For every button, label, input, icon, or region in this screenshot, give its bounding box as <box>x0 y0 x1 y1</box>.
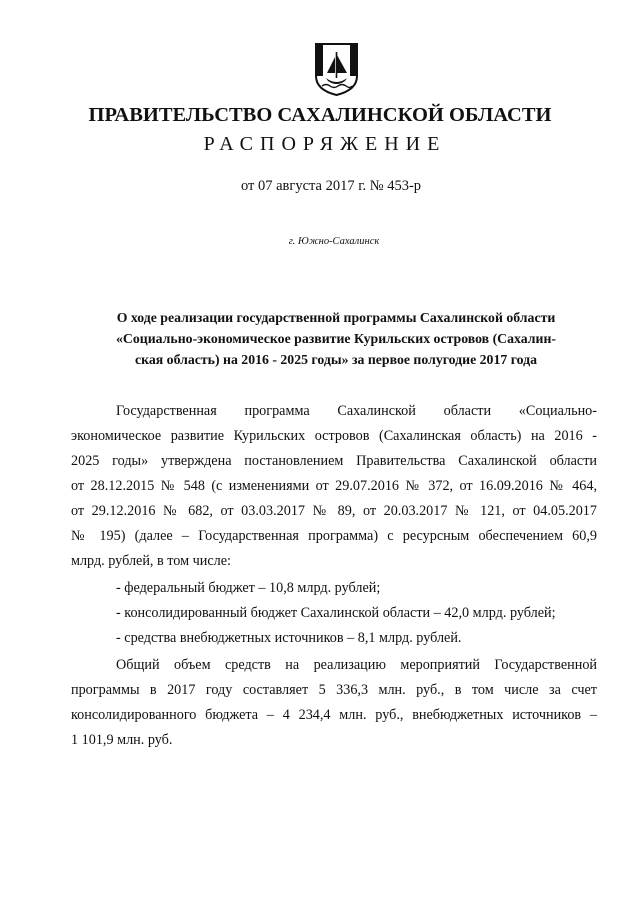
document-type: РАСПОРЯЖЕНИЕ <box>203 133 447 155</box>
paragraph-line: консолидированного бюджета – 4 234,4 млн. руб., внебюджетных источников – <box>71 707 597 723</box>
sakhalin-coat-of-arms-icon <box>314 42 359 96</box>
paragraph-line: № 195) (далее – Государственная программа) с ресурсным обеспечением 60,9 <box>71 528 597 544</box>
paragraph-line: 2025 годы» утверждена постановлением Правительства Сахалинской области <box>71 453 597 469</box>
list-item: - средства внебюджетных источников – 8,1 млрд. рублей. <box>116 630 462 646</box>
subject-line: О ходе реализации государственной программы Сахалинской области <box>116 310 556 325</box>
government-title: ПРАВИТЕЛЬСТВО САХАЛИНСКОЙ ОБЛАСТИ <box>88 104 552 126</box>
paragraph-funding-2017 <box>71 653 597 753</box>
paragraph-program-approval <box>71 399 597 574</box>
list-item: - консолидированный бюджет Сахалинской области – 42,0 млрд. рублей; <box>116 605 556 621</box>
paragraph-line: от 29.12.2016 № 682, от 03.03.2017 № 89, от 20.03.2017 № 121, от 04.05.2017 <box>71 503 597 519</box>
list-item: - федеральный бюджет – 10,8 млрд. рублей; <box>116 580 381 596</box>
subject-line: «Социально-экономическое развитие Курильских островов (Сахалин- <box>116 331 556 346</box>
paragraph-line: экономическое развитие Курильских островов (Сахалинская область) на 2016 - <box>71 428 597 444</box>
subject-line: ская область) на 2016 - 2025 годы» за первое полугодие 2017 года <box>135 352 537 367</box>
paragraph-line: от 28.12.2015 № 548 (с изменениями от 29.07.2016 № 372, от 16.09.2016 № 464, <box>71 478 597 494</box>
paragraph-line: 1 101,9 млн. руб. <box>71 732 173 748</box>
paragraph-line: Общий объем средств на реализацию мероприятий Государственной <box>116 657 597 673</box>
document-date-number: от 07 августа 2017 г. № 453-р <box>240 178 422 194</box>
document-subject <box>96 307 576 370</box>
paragraph-line: программы в 2017 году составляет 5 336,3 млн. руб., в том числе за счет <box>71 682 597 698</box>
paragraph-line: млрд. рублей, в том числе: <box>71 553 231 569</box>
document-city: г. Южно-Сахалинск <box>288 236 380 247</box>
funding-list <box>71 576 597 651</box>
paragraph-line: Государственная программа Сахалинской области «Социально- <box>116 403 597 419</box>
